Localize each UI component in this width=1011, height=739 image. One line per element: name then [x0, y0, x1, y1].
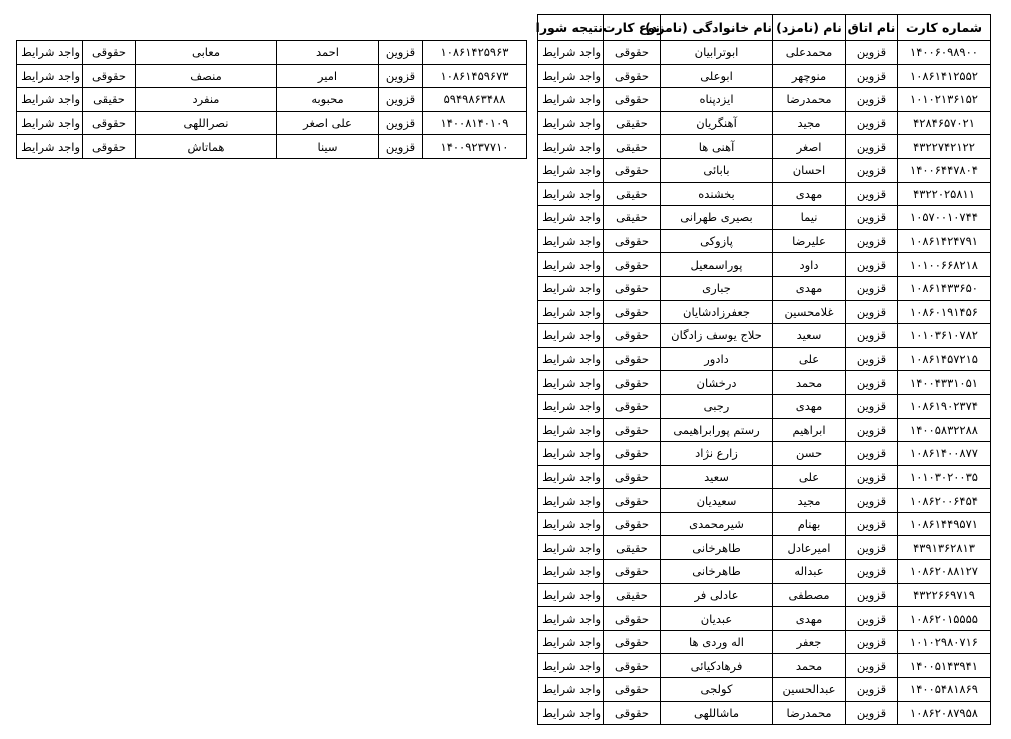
card-number-cell: ۱۰۸۶۱۴۱۲۵۵۲ — [898, 64, 991, 88]
card-number-cell: ۱۴۰۰۶۴۴۷۸۰۴ — [898, 158, 991, 182]
chamber-cell: قزوین — [846, 41, 898, 65]
table-row — [538, 394, 991, 418]
card-type-cell: حقوقی — [604, 630, 661, 654]
chamber-cell: قزوین — [846, 300, 898, 324]
first-name-cell: جعفر — [773, 630, 846, 654]
card-type-cell: حقوقی — [604, 158, 661, 182]
card-number-cell: ۱۰۸۶۱۴۵۷۲۱۵ — [898, 347, 991, 371]
last-name-cell: ابوعلی — [661, 64, 773, 88]
card-type-cell: حقوقی — [83, 41, 136, 65]
chamber-cell: قزوین — [379, 64, 423, 88]
first-name-cell: احسان — [773, 158, 846, 182]
card-type-cell: حقوقی — [604, 394, 661, 418]
last-name-cell: سعیدیان — [661, 489, 773, 513]
card-number-cell: ۱۰۸۶۱۴۲۴۷۹۱ — [898, 229, 991, 253]
header-last-name: نام خانوادگی (نامزد) — [661, 15, 773, 41]
card-type-cell: حقیقی — [83, 88, 136, 112]
card-type-cell: حقیقی — [604, 583, 661, 607]
card-number-cell: ۱۰۸۶۱۴۲۵۹۶۳ — [423, 41, 527, 65]
chamber-cell: قزوین — [379, 41, 423, 65]
first-name-cell: مهدی — [773, 394, 846, 418]
council-result-cell: واجد شرایط — [538, 678, 604, 702]
first-name-cell: منوچهر — [773, 64, 846, 88]
last-name-cell: ابوترابیان — [661, 41, 773, 65]
first-name-cell: محمد — [773, 371, 846, 395]
chamber-cell: قزوین — [846, 135, 898, 159]
card-type-cell: حقوقی — [83, 135, 136, 159]
chamber-cell: قزوین — [846, 371, 898, 395]
council-result-cell: واجد شرایط — [538, 64, 604, 88]
card-type-cell: حقوقی — [604, 489, 661, 513]
last-name-cell: ایزدپناه — [661, 88, 773, 112]
council-result-cell: واجد شرایط — [538, 324, 604, 348]
last-name-cell: فرهادکیائی — [661, 654, 773, 678]
card-type-cell: حقوقی — [604, 678, 661, 702]
chamber-cell: قزوین — [846, 465, 898, 489]
last-name-cell: معابی — [136, 41, 277, 65]
last-name-cell: جعفرزادشایان — [661, 300, 773, 324]
council-result-cell: واجد شرایط — [538, 654, 604, 678]
first-name-cell: عبداله — [773, 560, 846, 584]
last-name-cell: بصیری طهرانی — [661, 206, 773, 230]
first-name-cell: امیرعادل — [773, 536, 846, 560]
last-name-cell: درخشان — [661, 371, 773, 395]
card-number-cell: ۴۲۸۴۶۵۷۰۲۱ — [898, 111, 991, 135]
card-number-cell: ۵۹۴۹۸۶۳۴۸۸ — [423, 88, 527, 112]
last-name-cell: بابائی — [661, 158, 773, 182]
header-chamber: نام اتاق — [846, 15, 898, 41]
chamber-cell: قزوین — [846, 347, 898, 371]
table-header-row — [538, 15, 991, 41]
first-name-cell: سینا — [277, 135, 379, 159]
council-result-cell: واجد شرایط — [538, 607, 604, 631]
last-name-cell: آهنی ها — [661, 135, 773, 159]
card-type-cell: حقوقی — [604, 560, 661, 584]
first-name-cell: مجید — [773, 489, 846, 513]
table-row — [538, 229, 991, 253]
chamber-cell: قزوین — [846, 394, 898, 418]
chamber-cell: قزوین — [846, 324, 898, 348]
first-name-cell: سعید — [773, 324, 846, 348]
council-result-cell: واجد شرایط — [538, 394, 604, 418]
chamber-cell: قزوین — [846, 229, 898, 253]
card-type-cell: حقیقی — [604, 135, 661, 159]
last-name-cell: کولجی — [661, 678, 773, 702]
card-number-cell: ۱۴۰۰۹۲۳۷۷۱۰ — [423, 135, 527, 159]
chamber-cell: قزوین — [846, 607, 898, 631]
card-number-cell: ۱۰۱۰۲۹۸۰۷۱۶ — [898, 630, 991, 654]
first-name-cell: امیر — [277, 64, 379, 88]
first-name-cell: حسن — [773, 442, 846, 466]
card-type-cell: حقوقی — [604, 371, 661, 395]
card-number-cell: ۱۰۸۶۲۰۰۶۴۵۴ — [898, 489, 991, 513]
chamber-cell: قزوین — [846, 158, 898, 182]
card-type-cell: حقوقی — [83, 111, 136, 135]
card-type-cell: حقوقی — [604, 253, 661, 277]
card-type-cell: حقوقی — [604, 347, 661, 371]
council-result-cell: واجد شرایط — [538, 465, 604, 489]
last-name-cell: طاهرخانی — [661, 536, 773, 560]
first-name-cell: غلامحسین — [773, 300, 846, 324]
council-result-cell: واجد شرایط — [17, 111, 83, 135]
table-row — [17, 41, 527, 65]
table-row — [538, 560, 991, 584]
first-name-cell: داود — [773, 253, 846, 277]
first-name-cell: ابراهیم — [773, 418, 846, 442]
chamber-cell: قزوین — [846, 701, 898, 725]
council-result-cell: واجد شرایط — [538, 442, 604, 466]
chamber-cell: قزوین — [846, 276, 898, 300]
card-number-cell: ۴۳۲۲۷۴۲۱۲۲ — [898, 135, 991, 159]
first-name-cell: مجید — [773, 111, 846, 135]
table-row — [538, 654, 991, 678]
table-row — [538, 630, 991, 654]
card-type-cell: حقوقی — [83, 64, 136, 88]
table-row — [538, 64, 991, 88]
header-card-number: شماره کارت — [898, 15, 991, 41]
card-number-cell: ۱۰۸۶۲۰۱۵۵۵۵ — [898, 607, 991, 631]
last-name-cell: سعید — [661, 465, 773, 489]
council-result-cell: واجد شرایط — [538, 560, 604, 584]
table-row — [538, 135, 991, 159]
table-row — [538, 41, 991, 65]
card-type-cell: حقوقی — [604, 88, 661, 112]
first-name-cell: محمدعلی — [773, 41, 846, 65]
table-row — [538, 111, 991, 135]
chamber-cell: قزوین — [846, 253, 898, 277]
last-name-cell: جباری — [661, 276, 773, 300]
council-result-cell: واجد شرایط — [538, 158, 604, 182]
card-type-cell: حقوقی — [604, 276, 661, 300]
chamber-cell: قزوین — [846, 182, 898, 206]
council-result-cell: واجد شرایط — [538, 41, 604, 65]
chamber-cell: قزوین — [846, 654, 898, 678]
card-type-cell: حقوقی — [604, 324, 661, 348]
council-result-cell: واجد شرایط — [17, 88, 83, 112]
candidates-continued-table — [16, 40, 527, 159]
table-row — [17, 64, 527, 88]
card-type-cell: حقوقی — [604, 465, 661, 489]
first-name-cell: عبدالحسین — [773, 678, 846, 702]
table-row — [538, 418, 991, 442]
council-result-cell: واجد شرایط — [538, 135, 604, 159]
council-result-cell: واجد شرایط — [538, 253, 604, 277]
card-number-cell: ۱۰۱۰۳۰۲۰۰۳۵ — [898, 465, 991, 489]
card-number-cell: ۱۴۰۰۴۳۳۱۰۵۱ — [898, 371, 991, 395]
first-name-cell: احمد — [277, 41, 379, 65]
card-number-cell: ۱۰۸۶۱۴۴۹۵۷۱ — [898, 512, 991, 536]
header-first-name: نام (نامزد) — [773, 15, 846, 41]
card-type-cell: حقوقی — [604, 418, 661, 442]
council-result-cell: واجد شرایط — [17, 41, 83, 65]
last-name-cell: دادور — [661, 347, 773, 371]
card-type-cell: حقوقی — [604, 607, 661, 631]
first-name-cell: محبوبه — [277, 88, 379, 112]
card-number-cell: ۱۰۸۶۱۴۳۳۶۵۰ — [898, 276, 991, 300]
council-result-cell: واجد شرایط — [538, 300, 604, 324]
card-number-cell: ۱۰۸۶۱۴۵۹۶۷۳ — [423, 64, 527, 88]
first-name-cell: نیما — [773, 206, 846, 230]
last-name-cell: نصراللهی — [136, 111, 277, 135]
last-name-cell: رجبی — [661, 394, 773, 418]
card-type-cell: حقوقی — [604, 41, 661, 65]
council-result-cell: واجد شرایط — [538, 276, 604, 300]
last-name-cell: پوراسمعیل — [661, 253, 773, 277]
table-row — [538, 158, 991, 182]
card-type-cell: حقوقی — [604, 701, 661, 725]
card-type-cell: حقوقی — [604, 229, 661, 253]
table-row — [17, 88, 527, 112]
last-name-cell: شیرمحمدی — [661, 512, 773, 536]
chamber-cell: قزوین — [846, 418, 898, 442]
table-row — [538, 607, 991, 631]
card-number-cell: ۱۰۱۰۲۱۳۶۱۵۲ — [898, 88, 991, 112]
card-number-cell: ۱۴۰۰۵۴۸۱۸۶۹ — [898, 678, 991, 702]
card-type-cell: حقوقی — [604, 512, 661, 536]
table-row — [538, 347, 991, 371]
table-row — [538, 206, 991, 230]
first-name-cell: علیرضا — [773, 229, 846, 253]
first-name-cell: محمدرضا — [773, 701, 846, 725]
last-name-cell: ماشاللهی — [661, 701, 773, 725]
card-number-cell: ۱۴۰۰۸۱۴۰۱۰۹ — [423, 111, 527, 135]
card-number-cell: ۴۳۹۱۳۶۲۸۱۳ — [898, 536, 991, 560]
first-name-cell: اصغر — [773, 135, 846, 159]
card-type-cell: حقوقی — [604, 64, 661, 88]
last-name-cell: زارع نژاد — [661, 442, 773, 466]
card-number-cell: ۱۰۸۶۱۹۰۲۳۷۴ — [898, 394, 991, 418]
last-name-cell: منفرد — [136, 88, 277, 112]
card-type-cell: حقیقی — [604, 182, 661, 206]
table-row — [538, 182, 991, 206]
last-name-cell: پازوکی — [661, 229, 773, 253]
table-row — [538, 442, 991, 466]
card-number-cell: ۱۰۵۷۰۰۱۰۷۴۴ — [898, 206, 991, 230]
first-name-cell: مهدی — [773, 182, 846, 206]
last-name-cell: آهنگریان — [661, 111, 773, 135]
table-row — [538, 324, 991, 348]
table-row — [538, 583, 991, 607]
last-name-cell: عبدیان — [661, 607, 773, 631]
table-row — [17, 111, 527, 135]
card-number-cell: ۱۰۸۶۲۰۸۸۱۲۷ — [898, 560, 991, 584]
table-row — [538, 678, 991, 702]
council-result-cell: واجد شرایط — [538, 489, 604, 513]
card-type-cell: حقیقی — [604, 111, 661, 135]
card-type-cell: حقوقی — [604, 654, 661, 678]
table-row — [538, 465, 991, 489]
chamber-cell: قزوین — [846, 512, 898, 536]
last-name-cell: اله وردی ها — [661, 630, 773, 654]
first-name-cell: مهدی — [773, 276, 846, 300]
council-result-cell: واجد شرایط — [17, 64, 83, 88]
council-result-cell: واجد شرایط — [538, 583, 604, 607]
table-row — [538, 300, 991, 324]
last-name-cell: هماتاش — [136, 135, 277, 159]
chamber-cell: قزوین — [846, 88, 898, 112]
chamber-cell: قزوین — [846, 489, 898, 513]
chamber-cell: قزوین — [846, 442, 898, 466]
table-row — [538, 371, 991, 395]
table-row — [538, 536, 991, 560]
council-result-cell: واجد شرایط — [538, 512, 604, 536]
last-name-cell: بخشنده — [661, 182, 773, 206]
last-name-cell: رستم پورابراهیمی — [661, 418, 773, 442]
last-name-cell: منصف — [136, 64, 277, 88]
first-name-cell: محمدرضا — [773, 88, 846, 112]
card-number-cell: ۴۳۲۲۶۶۹۷۱۹ — [898, 583, 991, 607]
card-type-cell: حقیقی — [604, 536, 661, 560]
chamber-cell: قزوین — [846, 64, 898, 88]
last-name-cell: عادلی فر — [661, 583, 773, 607]
candidates-table — [537, 14, 991, 725]
chamber-cell: قزوین — [846, 206, 898, 230]
council-result-cell: واجد شرایط — [538, 206, 604, 230]
first-name-cell: علی — [773, 347, 846, 371]
card-number-cell: ۱۴۰۰۵۸۳۲۲۸۸ — [898, 418, 991, 442]
card-number-cell: ۱۰۱۰۰۶۶۸۲۱۸ — [898, 253, 991, 277]
table-row — [538, 88, 991, 112]
last-name-cell: حلاج یوسف زادگان — [661, 324, 773, 348]
chamber-cell: قزوین — [846, 630, 898, 654]
card-number-cell: ۱۰۸۶۱۴۰۰۸۷۷ — [898, 442, 991, 466]
table-row — [538, 512, 991, 536]
chamber-cell: قزوین — [379, 135, 423, 159]
chamber-cell: قزوین — [846, 560, 898, 584]
card-type-cell: حقوقی — [604, 300, 661, 324]
card-number-cell: ۱۴۰۰۵۱۴۳۹۴۱ — [898, 654, 991, 678]
council-result-cell: واجد شرایط — [538, 182, 604, 206]
card-number-cell: ۱۰۱۰۳۶۱۰۷۸۲ — [898, 324, 991, 348]
chamber-cell: قزوین — [846, 111, 898, 135]
first-name-cell: محمد — [773, 654, 846, 678]
chamber-cell: قزوین — [379, 88, 423, 112]
council-result-cell: واجد شرایط — [538, 701, 604, 725]
table-row — [17, 135, 527, 159]
last-name-cell: طاهرخانی — [661, 560, 773, 584]
council-result-cell: واجد شرایط — [538, 229, 604, 253]
first-name-cell: بهنام — [773, 512, 846, 536]
chamber-cell: قزوین — [846, 678, 898, 702]
table-row — [538, 276, 991, 300]
chamber-cell: قزوین — [846, 583, 898, 607]
chamber-cell: قزوین — [379, 111, 423, 135]
table-row — [538, 489, 991, 513]
council-result-cell: واجد شرایط — [538, 418, 604, 442]
table-row — [538, 253, 991, 277]
card-number-cell: ۱۰۸۶۲۰۸۷۹۵۸ — [898, 701, 991, 725]
first-name-cell: مصطفی — [773, 583, 846, 607]
chamber-cell: قزوین — [846, 536, 898, 560]
council-result-cell: واجد شرایط — [538, 347, 604, 371]
table-row — [538, 701, 991, 725]
council-result-cell: واجد شرایط — [538, 111, 604, 135]
council-result-cell: واجد شرایط — [17, 135, 83, 159]
council-result-cell: واجد شرایط — [538, 371, 604, 395]
card-number-cell: ۱۴۰۰۶۰۹۸۹۰۰ — [898, 41, 991, 65]
card-type-cell: حقیقی — [604, 206, 661, 230]
card-number-cell: ۱۰۸۶۰۱۹۱۴۵۶ — [898, 300, 991, 324]
council-result-cell: واجد شرایط — [538, 630, 604, 654]
header-council-result: نتیجه شورا — [538, 15, 604, 41]
header-card-type: نوع کارت — [604, 15, 661, 41]
first-name-cell: مهدی — [773, 607, 846, 631]
card-number-cell: ۴۳۲۲۰۲۵۸۱۱ — [898, 182, 991, 206]
card-type-cell: حقوقی — [604, 442, 661, 466]
council-result-cell: واجد شرایط — [538, 536, 604, 560]
first-name-cell: علی — [773, 465, 846, 489]
first-name-cell: علی اصغر — [277, 111, 379, 135]
council-result-cell: واجد شرایط — [538, 88, 604, 112]
